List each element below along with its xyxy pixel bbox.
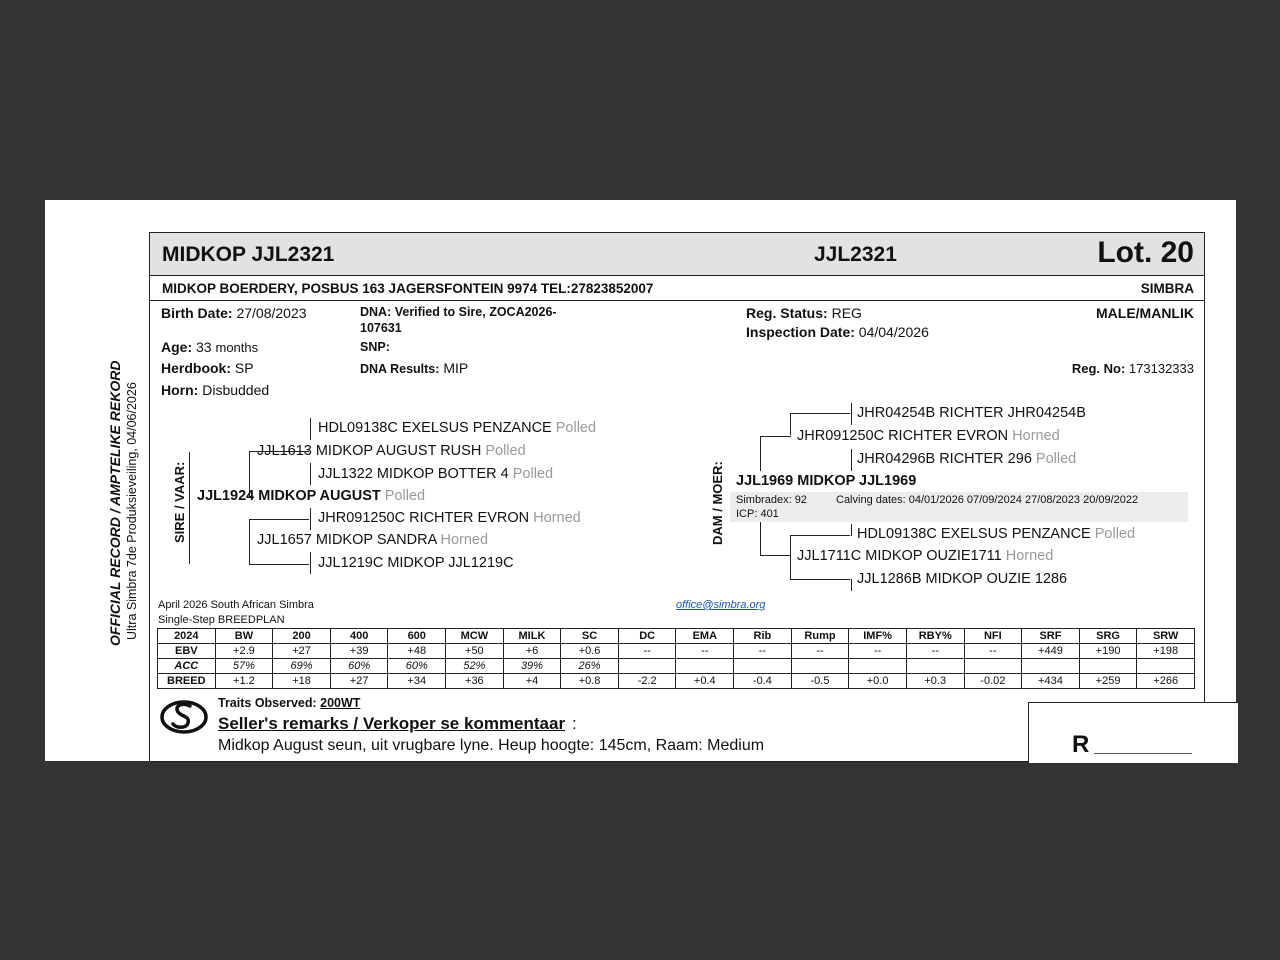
animal-name: MIDKOP JJL2321	[162, 243, 335, 266]
sire-dam: JJL1657 MIDKOP SANDRA Horned	[257, 532, 489, 548]
ebv-cell: --	[964, 644, 1022, 659]
ebv-header: IMF%	[849, 629, 907, 644]
sire-dam-dam: JJL1219C MIDKOP JJL1219C	[318, 555, 514, 571]
reg-status: Reg. Status: REG	[746, 305, 862, 321]
sire-sire: JJL1613 MIDKOP AUGUST RUSH Polled	[257, 443, 526, 459]
breed-name: SIMBRA	[1140, 281, 1194, 296]
ebv-cell: +434	[1022, 674, 1080, 689]
ebv-cell: 60%	[388, 659, 446, 674]
simbra-logo-icon	[160, 696, 210, 736]
dam-stats	[730, 492, 1188, 522]
sire-name: JJL1924 MIDKOP AUGUST Polled	[197, 488, 426, 504]
dam-dam-link	[760, 555, 791, 556]
price-currency: R	[1072, 731, 1090, 758]
sss-line	[310, 418, 311, 440]
office-email-link[interactable]: office@simbra.org	[676, 599, 766, 611]
dam-dam: JJL1711C MIDKOP OUZIE1711 Horned	[797, 548, 1054, 564]
herdbook: Herdbook: SP	[161, 360, 254, 376]
ebv-cell	[1079, 659, 1137, 674]
ebv-header: SRG	[1079, 629, 1137, 644]
dam-ddd-line	[851, 579, 852, 591]
ebv-header: DC	[618, 629, 676, 644]
sire-sire-sire: HDL09138C EXELSUS PENZANCE Polled	[318, 420, 597, 436]
ebv-cell: +198	[1137, 644, 1195, 659]
calving-dates: Calving dates: 04/01/2026 07/09/2024 27/08/2023 20/09/2022	[836, 494, 1139, 506]
ebv-header: 2024	[158, 629, 216, 644]
age: Age: 33 months	[161, 339, 259, 355]
ebv-cell: +2.9	[215, 644, 273, 659]
dam-sire: JHR091250C RICHTER EVRON Horned	[797, 428, 1060, 444]
dam-sire-vert	[790, 413, 791, 435]
sd-bottom-line	[249, 564, 309, 565]
ebv-cell	[791, 659, 849, 674]
ebv-cell: +48	[388, 644, 446, 659]
ebv-cell: +0.3	[906, 674, 964, 689]
ebv-cell: 57%	[215, 659, 273, 674]
dam-dd-bottom	[790, 579, 850, 580]
reg-no: Reg. No: 173132333	[1071, 361, 1194, 376]
ebv-row-label: EBV	[158, 644, 216, 659]
ebv-method: Single-Step BREEDPLAN	[158, 614, 285, 626]
ebv-header: 200	[273, 629, 331, 644]
ebv-cell: --	[734, 644, 792, 659]
ebv-cell: +50	[446, 644, 504, 659]
dam-lower-vert	[760, 522, 761, 555]
ebv-cell: -2.2	[618, 674, 676, 689]
dam-ssd-line	[851, 449, 852, 471]
breeder-bar	[150, 276, 1204, 301]
ebv-header: RBY%	[906, 629, 964, 644]
ebv-header: MCW	[446, 629, 504, 644]
ebv-row	[158, 644, 1195, 659]
ebv-cell: --	[618, 644, 676, 659]
sex: MALE/MANLIK	[1096, 305, 1194, 321]
sire-label: SIRE / VAAR:	[172, 461, 187, 543]
ebv-cell: +259	[1079, 674, 1137, 689]
breeder-address: MIDKOP BOERDERY, POSBUS 163 JAGERSFONTEIN 9974 TEL:27823852007	[162, 281, 654, 296]
inspection-date: Inspection Date: 04/04/2026	[746, 324, 929, 340]
ebv-header: 400	[330, 629, 388, 644]
dam-sire-dam: JHR04296B RICHTER 296 Polled	[857, 451, 1077, 467]
ebv-cell: +39	[330, 644, 388, 659]
dam-label: DAM / MOER:	[710, 461, 725, 545]
ebv-cell: -0.02	[964, 674, 1022, 689]
ebv-cell	[734, 659, 792, 674]
ebv-cell: +266	[1137, 674, 1195, 689]
ebv-cell: --	[906, 644, 964, 659]
ebv-cell: +4	[503, 674, 561, 689]
ebv-cell	[964, 659, 1022, 674]
ebv-header: NFI	[964, 629, 1022, 644]
remarks-title: Seller's remarks / Verkoper se kommentaar	[218, 714, 566, 733]
ebv-cell: +27	[273, 644, 331, 659]
dam-name: JJL1969 MIDKOP JJL1969	[736, 473, 917, 489]
seller-remarks: Midkop August seun, uit vrugbare lyne. Heup hoogte: 145cm, Raam: Medium	[218, 737, 765, 754]
ebv-cell: +190	[1079, 644, 1137, 659]
ebv-cell: --	[791, 644, 849, 659]
ebv-header: Rump	[791, 629, 849, 644]
ebv-cell: +6	[503, 644, 561, 659]
ebv-cell: +0.6	[561, 644, 619, 659]
ebv-header: SRF	[1022, 629, 1080, 644]
ebv-row	[158, 674, 1195, 689]
ebv-cell: -0.4	[734, 674, 792, 689]
sale-name-label: Ultra Simbra 7de Produksieveiling, 04/06/2026	[125, 382, 139, 640]
ebv-header: SC	[561, 629, 619, 644]
ebv-cell: +36	[446, 674, 504, 689]
sdd-line	[310, 552, 311, 574]
ebv-cell: +34	[388, 674, 446, 689]
ebv-cell	[906, 659, 964, 674]
ebv-row-label: ACC	[158, 659, 216, 674]
ebv-cell: 60%	[330, 659, 388, 674]
birth-date: Birth Date: 27/08/2023	[161, 305, 307, 321]
dam-sss-line	[851, 403, 852, 425]
ebv-header: MILK	[503, 629, 561, 644]
dam-dam-sire: HDL09138C EXELSUS PENZANCE Polled	[857, 526, 1136, 542]
sire-sire-dam: JJL1322 MIDKOP BOTTER 4 Polled	[318, 466, 554, 482]
ebv-cell: +0.0	[849, 674, 907, 689]
lot-header	[150, 233, 1204, 276]
side-labels	[45, 200, 150, 761]
traits-observed: Traits Observed: 200WT	[218, 696, 361, 710]
remarks-colon: :	[572, 714, 577, 733]
lot-number: Lot. 20	[1097, 236, 1194, 269]
horn: Horn: Disbudded	[161, 382, 270, 398]
ebv-cell: +1.2	[215, 674, 273, 689]
ebv-header: Rib	[734, 629, 792, 644]
ebv-header-row	[158, 629, 1195, 644]
ebv-cell	[1137, 659, 1195, 674]
ebv-cell: +0.4	[676, 674, 734, 689]
ebv-cell	[849, 659, 907, 674]
sire-dam-sire: JHR091250C RICHTER EVRON Horned	[318, 510, 581, 526]
ebv-cell	[1022, 659, 1080, 674]
ebv-header: 600	[388, 629, 446, 644]
price-line	[1094, 753, 1192, 754]
animal-code: JJL2321	[814, 243, 897, 266]
dna-results: DNA Results: MIP	[360, 360, 469, 376]
ebv-table	[157, 628, 1195, 689]
dam-ss-top	[790, 413, 850, 414]
dam-dd-vert	[790, 535, 791, 579]
sd-bracket-line	[249, 519, 250, 564]
sds-line	[310, 508, 311, 530]
sire-vertical	[189, 452, 190, 564]
ebv-header: SRW	[1137, 629, 1195, 644]
dam-dd-top	[790, 535, 850, 536]
ebv-cell	[618, 659, 676, 674]
ebv-cell: --	[676, 644, 734, 659]
official-record-label: OFFICIAL RECORD / AMPTELIKE REKORD	[107, 360, 123, 646]
ebv-cell	[676, 659, 734, 674]
ebv-source: April 2026 South African Simbra	[158, 599, 314, 611]
ssd-line	[310, 463, 311, 485]
lot-sheet	[45, 200, 1236, 761]
ebv-cell: +0.8	[561, 674, 619, 689]
ebv-cell: -0.5	[791, 674, 849, 689]
ebv-cell: 39%	[503, 659, 561, 674]
ebv-cell: 26%	[561, 659, 619, 674]
snp-label: SNP:	[360, 340, 390, 354]
ebv-cell: +18	[273, 674, 331, 689]
ebv-cell: +27	[330, 674, 388, 689]
ebv-row	[158, 659, 1195, 674]
price-box[interactable]	[1028, 702, 1238, 763]
lot-card	[149, 232, 1205, 762]
icp: ICP: 401	[736, 508, 779, 520]
dam-sire-sire: JHR04254B RICHTER JHR04254B	[857, 405, 1086, 421]
dam-dam-dam: JJL1286B MIDKOP OUZIE 1286	[857, 571, 1068, 587]
ebv-cell: 69%	[273, 659, 331, 674]
ebv-header: EMA	[676, 629, 734, 644]
ebv-header: BW	[215, 629, 273, 644]
dam-dds-line	[851, 524, 852, 536]
ebv-cell: 52%	[446, 659, 504, 674]
dna-verification: DNA: Verified to Sire, ZOCA2026- 107631 SNP:	[360, 305, 557, 354]
dam-sire-link	[760, 436, 791, 437]
ebv-row-label: BREED	[158, 674, 216, 689]
dam-upper-vert	[760, 436, 761, 471]
ebv-cell: +449	[1022, 644, 1080, 659]
sd-top-line	[249, 519, 309, 520]
ebv-cell: --	[849, 644, 907, 659]
simbradex: Simbradex: 92	[736, 494, 807, 506]
